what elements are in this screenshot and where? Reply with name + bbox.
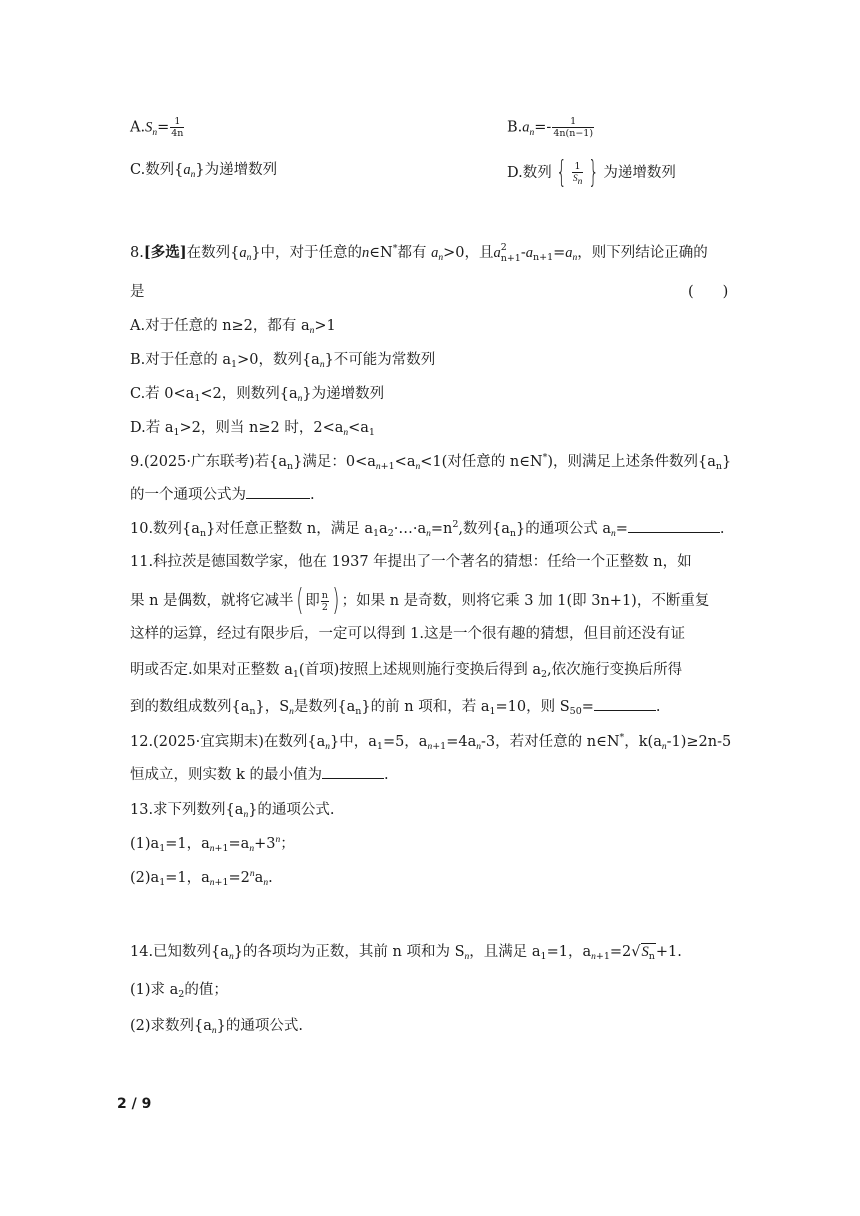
q11-line5: 到的数组成数列$\{a_n\}$，$S_n$是数列$\{a_n\}$的前 n 项和，若 $a_1=10$，则 $S_{50}=$ .	[130, 696, 661, 717]
q7-option-a: $A.S_n=$ $\frac{1}{4n}$	[130, 116, 184, 139]
answer-blank[interactable]	[628, 518, 720, 533]
q7-option-c: C.数列$\{a_n\}$为递增数列	[130, 162, 278, 180]
q13-part2: $(2)a_1=1$，$a_{n+1}=2^na_n$.	[130, 869, 273, 888]
q12-stem-line2: 恒成立，则实数 k 的最小值为 .	[130, 764, 389, 785]
q13-stem: 13.求下列数列$\{a_n\}$的通项公式.	[130, 802, 335, 820]
q13-part1: $(1)a_1=1$，$a_{n+1}=a_n+3^n$；	[130, 835, 295, 854]
q11-line1: 11.科拉茨是德国数学家，他在 1937 年提出了一个著名的猜想：任给一个正整数 n，如	[130, 554, 692, 570]
q8-option-a: A.对于任意的 n≥2，都有 $a_n>1$	[130, 318, 336, 336]
q9-stem-line2: 的一个通项公式为 .	[130, 484, 315, 505]
q11-line4: 明或否定.如果对正整数 $a_1$(首项)按照上述规则施行变换后得到 $a_2$,依次施行变换后所得	[130, 662, 683, 680]
q11-line2: 果 n 是偶数，就将它减半( 即 $\frac{n}{2}$ ) ；如果 n 是奇数，则将它乘 3 加 1(即 3n+1)，不断重复	[130, 583, 710, 618]
q14-part2: (2)求数列$\{a_n\}$的通项公式.	[130, 1018, 304, 1036]
q8-option-d: D.若 $a_1>2$，则当 n≥2 时，$2<a_n<a_1$	[130, 420, 375, 438]
answer-blank[interactable]	[322, 764, 384, 779]
answer-blank[interactable]	[594, 696, 656, 711]
q7-option-d: D.数列 { $\frac{1}{S_n}$ } 为递增数列	[507, 155, 676, 190]
page-number: 2 / 9	[117, 1096, 152, 1112]
q12-stem: 12.(2025·宜宾期末)在数列$\{a_n\}$中，$a_1=5$，$a_{n+1}=4a_n-3$，若对任意的 n∈N*，$k(a_n-1)\ge 2n-5$	[130, 732, 732, 752]
q8-option-b: B.对于任意的 $a_1>0$，数列$\{a_n\}$不可能为常数列	[130, 352, 436, 370]
answer-blank[interactable]	[246, 484, 310, 499]
q8-option-c: C.若 $0<a_1<2$，则数列$\{a_n\}$为递增数列	[130, 386, 385, 404]
q8-stem-line2: 是	[130, 284, 145, 300]
q7-option-b: $B.a_n=-$ $\frac{1}{4n(n-1)}$	[507, 116, 594, 139]
answer-bracket: ( )	[688, 284, 729, 300]
q9-stem: 9.(2025·广东联考)若$\{a_n\}$满足：$0<a_{n+1}<a_n<1$(对任意的 n∈N*)，则满足上述条件数列$\{a_n\}$	[130, 452, 732, 472]
q14-part1: (1)求 $a_2$的值；	[130, 982, 228, 1000]
q14-stem: 14.已知数列$\{a_n\}$的各项均为正数，其前 n 项和为 $S_n$，且满足 $a_1=1$，$a_{n+1}=2√S_n+1$.	[130, 944, 682, 962]
q8-stem: 8.[多选]在数列$\{a_n\}$中，对于任意的n∈N*都有 $a_n>0$，且a 2 n+1 $-a_{n+1}=a_n$，则下列结论正确的	[130, 242, 708, 264]
q10-stem: 10.数列$\{a_n\}$对任意正整数 n，满足 $a_1a_2\cdot\dots\cdot a_n=n^2$,数列$\{a_n\}$的通项公式 $a_n=$ .	[130, 519, 725, 539]
q11-line3: 这样的运算，经过有限步后，一定可以得到 1.这是一个很有趣的猜想，但目前还没有证	[130, 626, 685, 642]
